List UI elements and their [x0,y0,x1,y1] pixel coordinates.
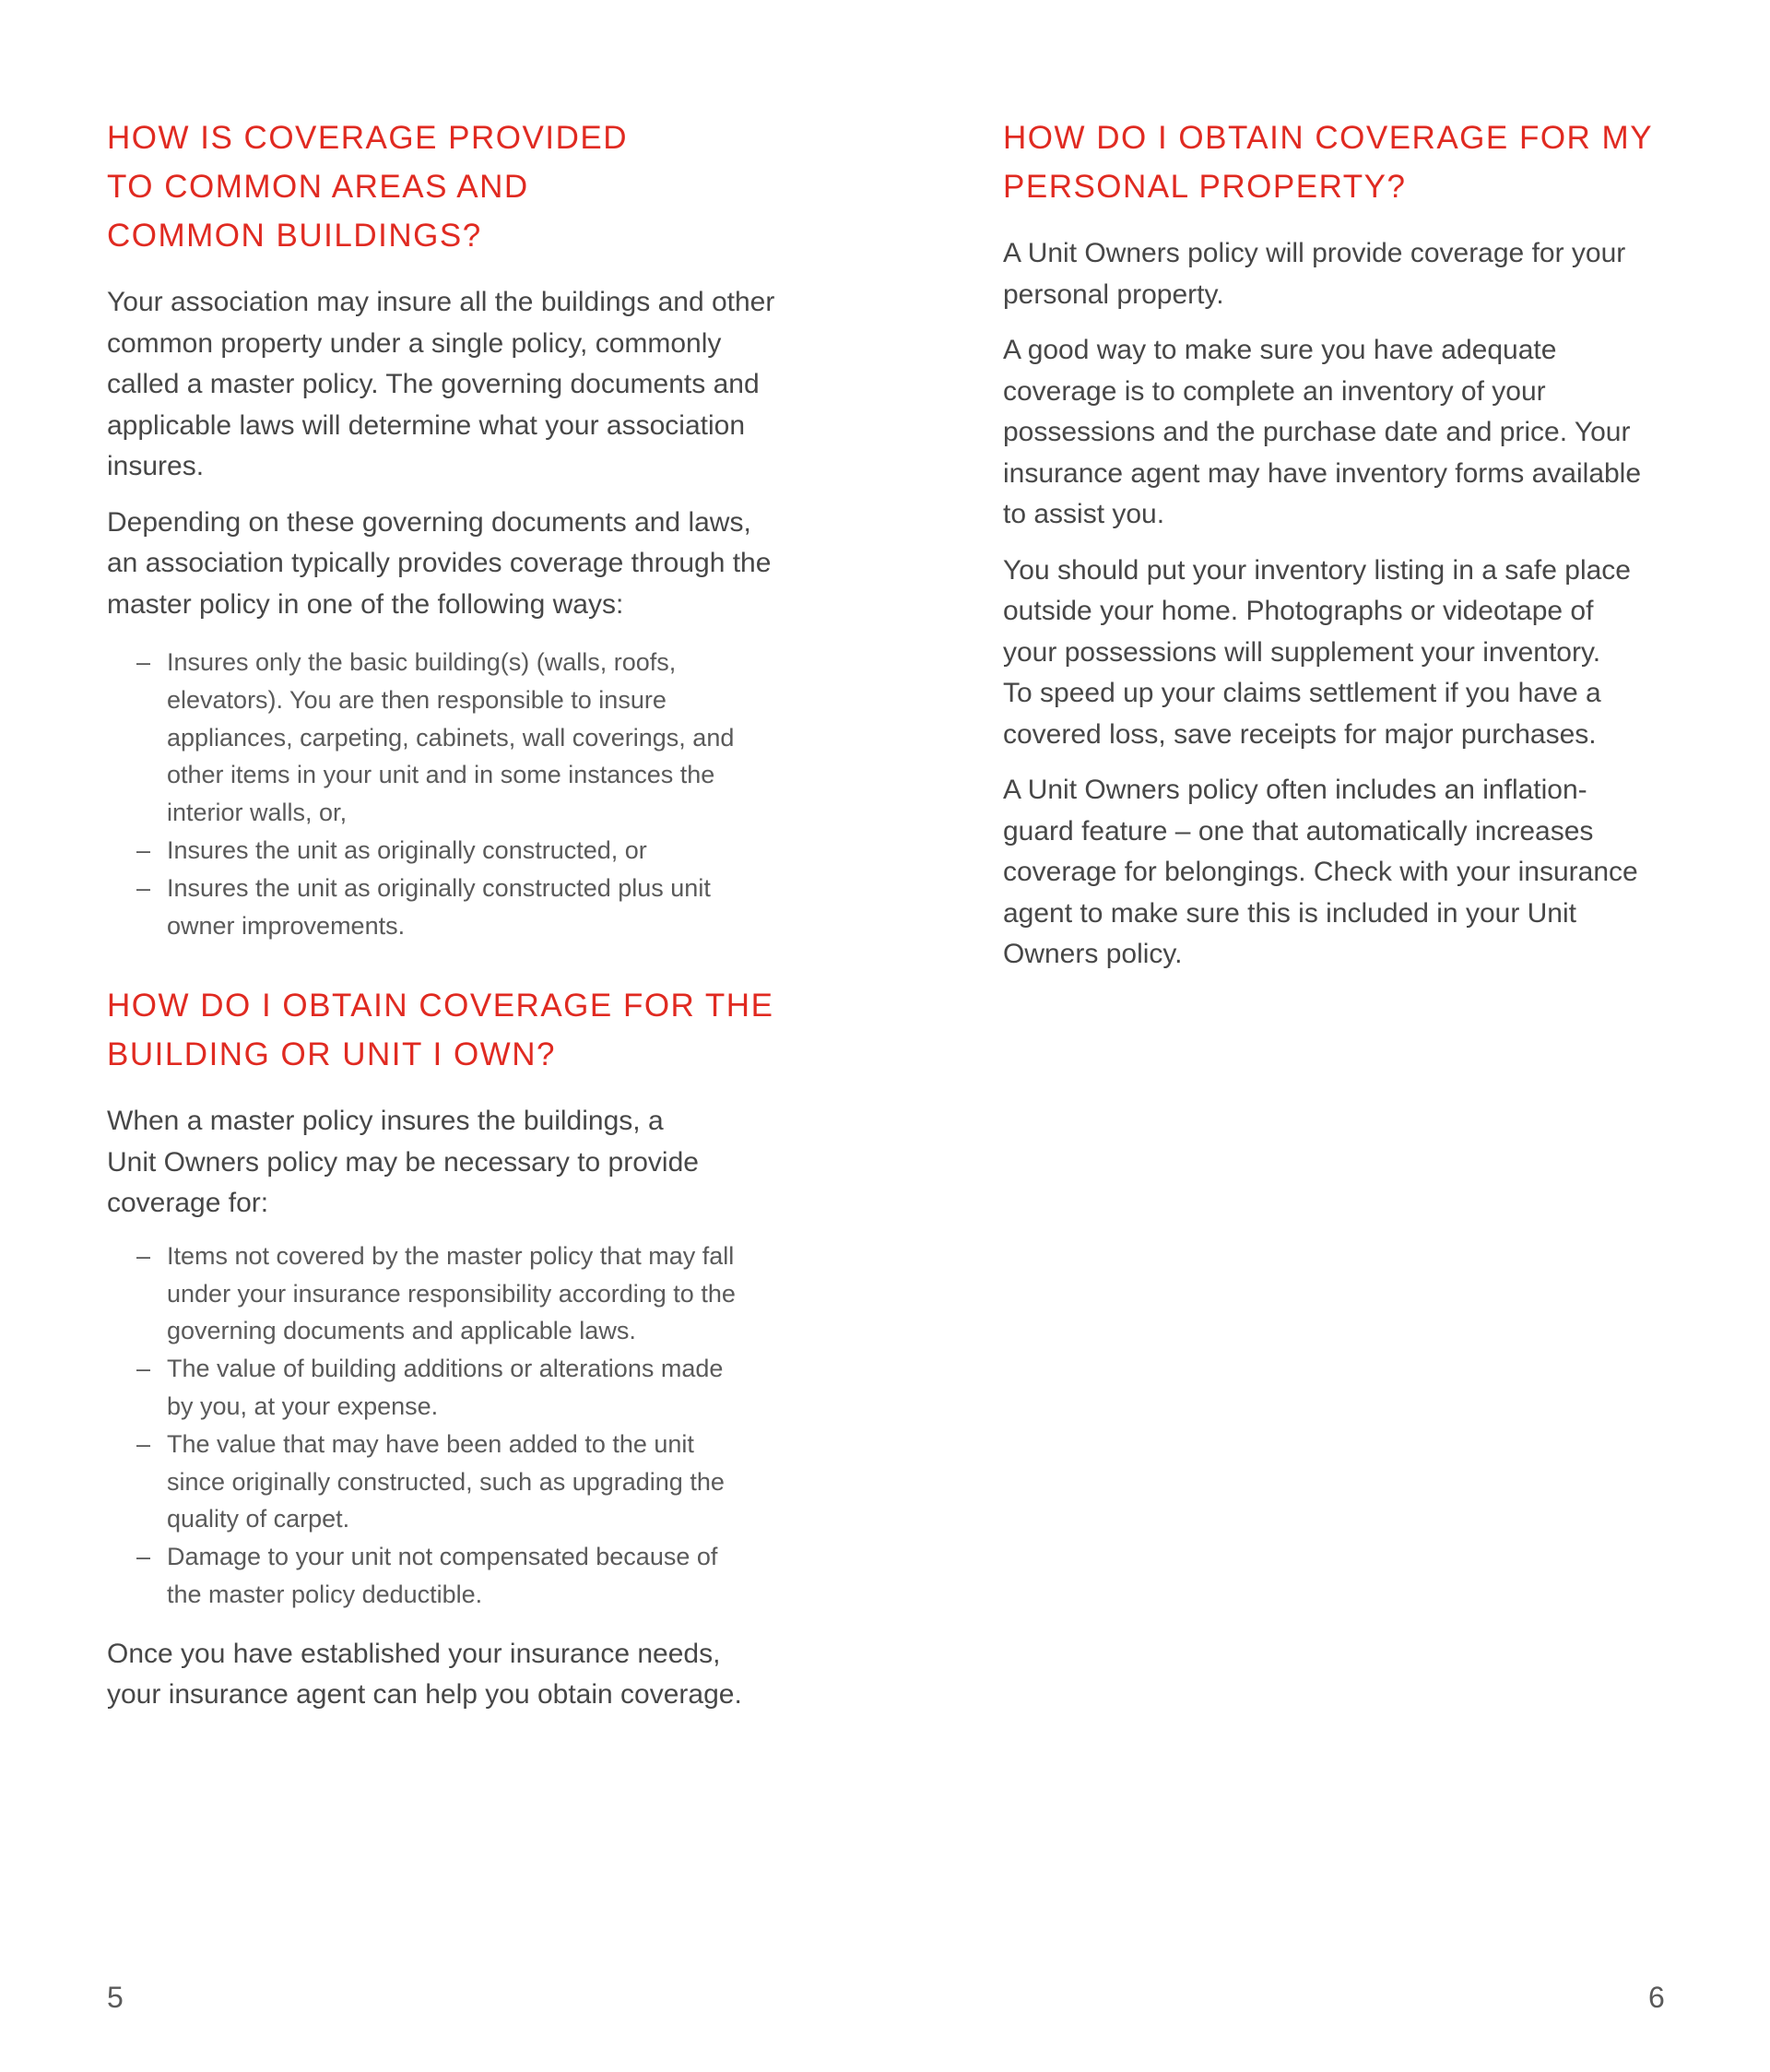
paragraph-unit-owners-policy: When a master policy insures the buildings, a Unit Owners policy may be necessary to provide coverage for: [107,1106,699,1219]
paragraph-personal-property: A Unit Owners policy will provide coverage for your personal property. [1003,238,1626,310]
paragraph-safe-place: You should put your inventory listing in a safe place outside your home. Photographs or videotape of your possessions will supplement your inventory. To speed up your claims settlement if you have a covered loss, save receipts for major purchases. [1003,554,1631,750]
right-column [1003,113,1690,976]
paragraph-governing-documents: Depending on these governing documents and laws, an association typically provides coverage through the master policy in one of the following ways: [107,506,772,620]
left-column [107,113,794,1716]
list-item: – Insures only the basic building(s) (walls, roofs, elevators). You are then responsible to insure appliances, carpeting, cabinets, wall coverings, and other items in your unit and in some instances the interior walls, or, [107,644,794,832]
dash-bullet: – [136,873,151,902]
page-number-right: 6 [1648,1981,1665,2014]
list-item: – The value of building additions or alterations made by you, at your expense. [107,1350,794,1426]
list-item: – Insures the unit as originally constructed plus unit owner improvements. [107,870,794,945]
coverage-ways-list [107,644,794,944]
paragraph-obtain-coverage: Once you have established your insurance needs, your insurance agent can help you obtain coverage. [107,1638,742,1711]
dash-bullet: – [136,1543,151,1571]
paragraph-master-policy: Your association may insure all the buildings and other common property under a single policy, commonly called a master policy. The governing documents and applicable laws will determine what your association insures. [107,287,775,481]
dash-bullet: – [136,1241,151,1270]
section-heading-building-unit: HOW DO I OBTAIN COVERAGE FOR THE BUILDING OR UNIT I OWN? [107,988,774,1073]
dash-bullet: – [136,1355,151,1383]
dash-bullet: – [136,835,151,864]
list-item: – Insures the unit as originally constructed, or [107,832,794,870]
dash-bullet: – [136,648,151,676]
paragraph-inventory: A good way to make sure you have adequate coverage is to complete an inventory of your possessions and the purchase date and price. Your insurance agent may have inventory forms available to assist you. [1003,335,1642,529]
coverage-items-list [107,1237,794,1614]
list-item: – The value that may have been added to the unit since originally constructed, such as upgrading the quality of carpet. [107,1426,794,1538]
section-heading-common-areas: HOW IS COVERAGE PROVIDED TO COMMON AREAS AND COMMON BUILDINGS? [107,120,628,254]
list-item: – Items not covered by the master policy that may fall under your insurance responsibility according to the governing documents and applicable laws. [107,1237,794,1350]
page-number-left: 5 [107,1981,124,2014]
section-heading-personal-property: HOW DO I OBTAIN COVERAGE FOR MY PERSONAL PROPERTY? [1003,120,1654,205]
list-item: – Damage to your unit not compensated because of the master policy deductible. [107,1538,794,1614]
paragraph-inflation-guard: A Unit Owners policy often includes an inflation- guard feature – one that automatically increases coverage for belongings. Check with your insurance agent to make sure this is included in your Unit Owners policy. [1003,775,1638,969]
dash-bullet: – [136,1429,151,1458]
